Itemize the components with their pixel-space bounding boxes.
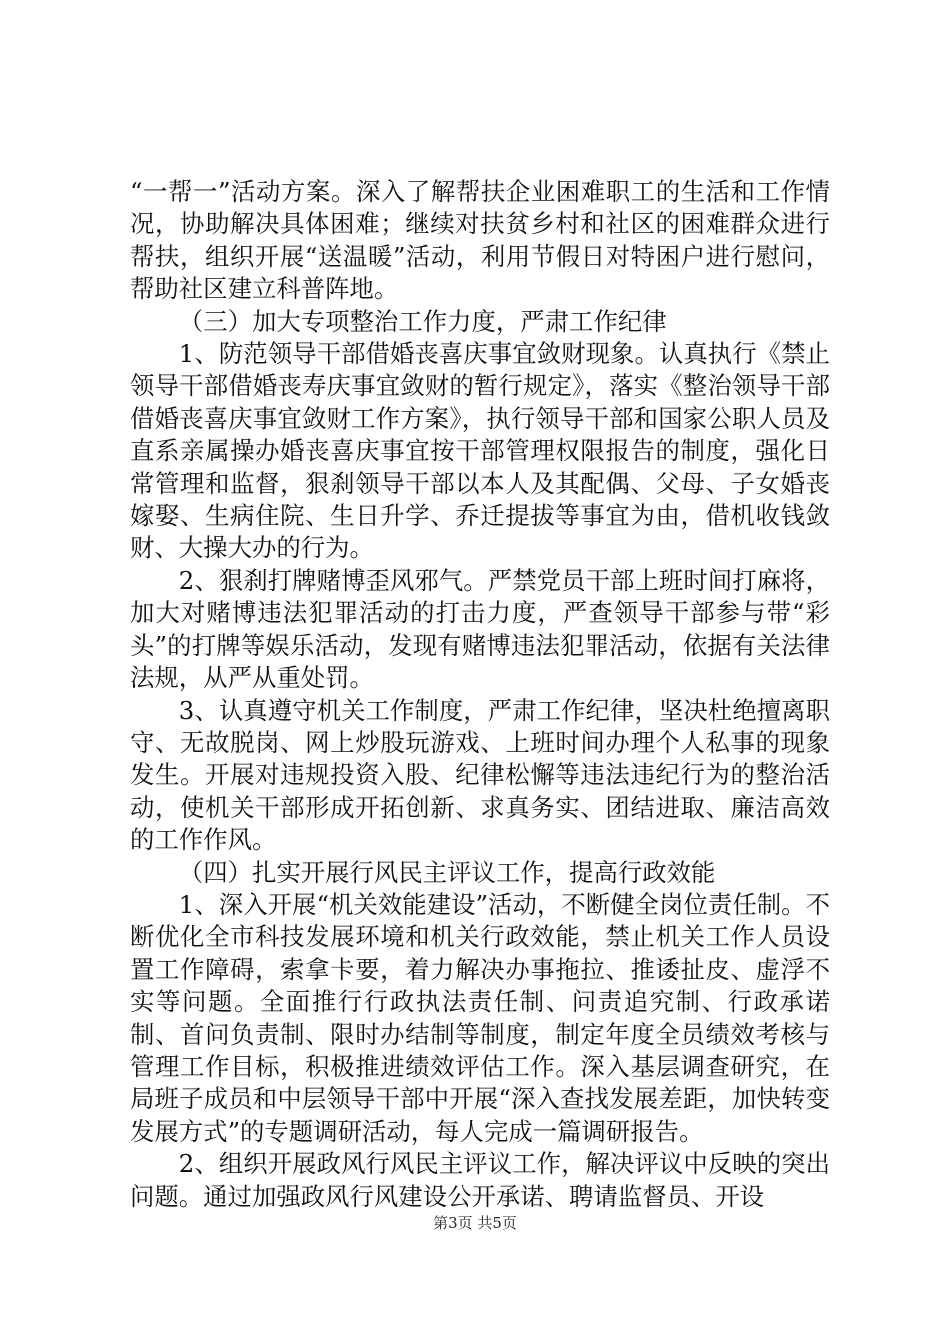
paragraph-item-1: 1、防范领导干部借婚丧喜庆事宜敛财现象。认真执行《禁止领导干部借婚丧寿庆事宜敛财的暂行规定》，落实《整治领导干部借婚丧喜庆事宜敛财工作方案》，执行领导干部和国家公职人员及直系亲属操办婚丧喜庆事宜按干部管理权限报告的制度，强化日常管理和监督，狠刹领导干部以本人及其配偶、父母、子女婚丧嫁娶、生病住院、生日升学、乔迁提拔等事宜为由，借机收钱敛财、大操大办的行为。 [130, 339, 830, 563]
paragraph-item-2b: 2、组织开展政风行风民主评议工作，解决评议中反映的突出问题。通过加强政风行风建设公开承诺、聘请监督员、开设 [130, 1149, 830, 1211]
paragraph-item-3: 3、认真遵守机关工作制度，严肃工作纪律，坚决杜绝擅离职守、无故脱岗、网上炒股玩游戏、上班时间办理个人私事的现象发生。开展对违规投资入股、纪律松懈等违法违纪行为的整治活动，使机关干部形成开拓创新、求真务实、团结进取、廉洁高效的工作作风。 [130, 695, 830, 855]
paragraph-item-2: 2、狠刹打牌赌博歪风邪气。严禁党员干部上班时间打麻将，加大对赌博违法犯罪活动的打击力度，严查领导干部参与带“彩头”的打牌等娱乐活动，发现有赌博违法犯罪活动，依据有关法律法规，从严从重处罚。 [130, 565, 830, 693]
paragraph-continued: “一帮一”活动方案。深入了解帮扶企业困难职工的生活和工作情况，协助解决具体困难；继续对扶贫乡村和社区的困难群众进行帮扶，组织开展“送温暖”活动，利用节假日对特困户进行慰问，帮助社区建立科普阵地。 [130, 177, 830, 304]
section-heading-4: （四）扎实开展行风民主评议工作，提高行政效能 [178, 857, 716, 887]
page-footer: 第3页 共5页 [433, 1214, 517, 1232]
document-body [130, 176, 830, 1213]
paragraph-item-1b: 1、深入开展“机关效能建设”活动，不断健全岗位责任制。不断优化全市科技发展环境和机关行政效能，禁止机关工作人员设置工作障碍，索拿卡要，着力解决办事拖拉、推诿扯皮、虚浮不实等问题。全面推行行政执法责任制、问责追究制、行政承诺制、首问负责制、限时办结制等制度，制定年度全员绩效考核与管理工作目标，积极推进绩效评估工作。深入基层调查研究，在局班子成员和中层领导干部中开展“深入查找发展差距，加快转变发展方式”的专题调研活动，每人完成一篇调研报告。 [130, 889, 830, 1146]
section-heading-3: （三）加大专项整治工作力度，严肃工作纪律 [178, 306, 667, 336]
